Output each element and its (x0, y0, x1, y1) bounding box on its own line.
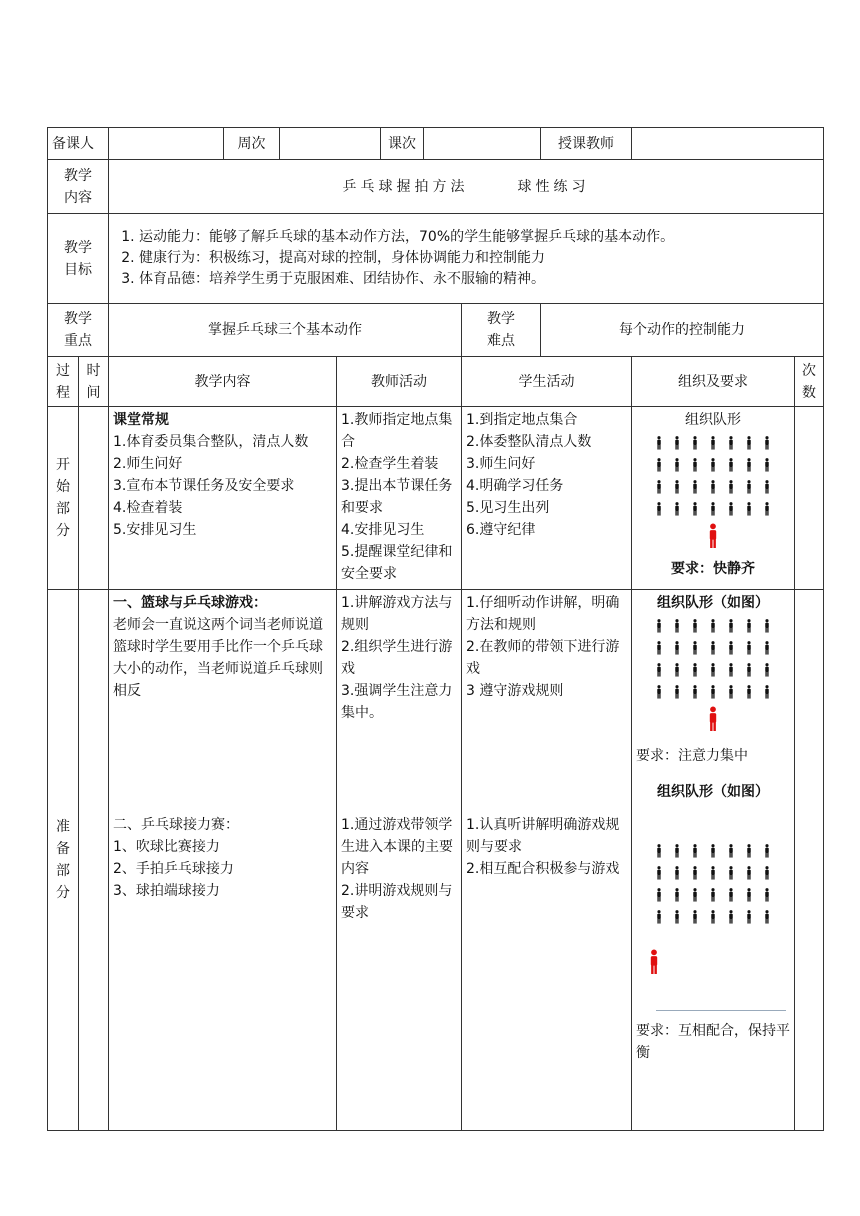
col-content: 教学内容 (109, 357, 337, 407)
teacher-figure-icon (646, 963, 662, 979)
teacher-figure (636, 706, 790, 739)
week-label: 周次 (224, 128, 280, 160)
start-section-row (48, 407, 824, 590)
student-figure-icon (723, 479, 739, 493)
goals-value (109, 214, 824, 304)
week-value (280, 128, 381, 160)
student-figure-icon (723, 457, 739, 471)
student-figure-icon (741, 684, 757, 698)
goal-item: 1. 运动能力：能够了解乒乓球的基本动作方法，70%的学生能够掌握乒乓球的基本动作。 (139, 227, 819, 248)
student-figure-icon (687, 662, 703, 676)
student-figure-icon (705, 457, 721, 471)
start-content-title: 课堂常规 (113, 412, 169, 428)
student-figure-icon (741, 865, 757, 879)
student-figure-icon (669, 640, 685, 654)
student-figure-icon (651, 662, 667, 676)
student-figure-icon (759, 662, 775, 676)
preparer-label: 备课人 (48, 128, 109, 160)
student-figure-icon (687, 684, 703, 698)
student-figure-icon (651, 684, 667, 698)
student-figure-icon (651, 435, 667, 449)
student-figure-icon (687, 909, 703, 923)
student-figure-icon (669, 865, 685, 879)
teacher-label: 授课教师 (541, 128, 632, 160)
student-figure-icon (759, 457, 775, 471)
student-figure-icon (759, 909, 775, 923)
key-label: 教学 重点 (48, 304, 109, 357)
student-figure-icon (669, 618, 685, 632)
goals-list (113, 227, 819, 290)
student-figure-icon (687, 618, 703, 632)
prep-org (632, 590, 795, 1131)
student-figure-icon (723, 843, 739, 857)
student-figure-icon (687, 640, 703, 654)
student-figure-icon (687, 435, 703, 449)
key-value: 掌握乒乓球三个基本动作 (109, 304, 462, 357)
column-header-row (48, 357, 824, 407)
student-figure-icon (759, 618, 775, 632)
col-teacher: 教师活动 (337, 357, 462, 407)
student-figure-icon (651, 640, 667, 654)
start-org-title: 组织队形 (685, 412, 741, 428)
student-figure-icon (723, 435, 739, 449)
lesson-plan-sheet (47, 127, 823, 1131)
prep-times (795, 590, 824, 1131)
org2-req: 要求：互相配合，保持平衡 (636, 1023, 790, 1061)
student-figure-icon (723, 684, 739, 698)
student-figure-icon (687, 501, 703, 515)
student-formation (636, 435, 790, 515)
lesson-value (424, 128, 541, 160)
preparer-value (109, 128, 224, 160)
start-org-req: 要求：快静齐 (671, 561, 755, 577)
key-row (48, 304, 824, 357)
student-figure-icon (759, 640, 775, 654)
col-student: 学生活动 (462, 357, 632, 407)
student-figure-icon (651, 843, 667, 857)
difficulty-value: 每个动作的控制能力 (541, 304, 824, 357)
student-figure-icon (759, 684, 775, 698)
difficulty-label: 教学 难点 (462, 304, 541, 357)
col-org: 组织及要求 (632, 357, 795, 407)
student-figure-icon (705, 684, 721, 698)
student-figure-icon (723, 887, 739, 901)
student-figure-icon (669, 435, 685, 449)
col-time: 时 间 (79, 357, 109, 407)
prep-time (79, 590, 109, 1131)
start-content: 课堂常规 1.体育委员集合整队，清点人数 2.师生问好 3.宣布本节课任务及安全要求 4.检查着装 5.安排见习生 (109, 407, 337, 590)
org1-title: 组织队形（如图） (657, 595, 769, 611)
student-figure-icon (723, 865, 739, 879)
student-figure-icon (759, 887, 775, 901)
student-figure-icon (723, 501, 739, 515)
student-figure-icon (741, 479, 757, 493)
org2-title: 组织队形（如图） (657, 784, 769, 800)
student-figure-icon (687, 479, 703, 493)
topic-2: 球性练习 (517, 178, 590, 195)
student-figure-icon (741, 457, 757, 471)
student-figure-icon (705, 887, 721, 901)
start-label: 开 始 部 分 (48, 407, 79, 590)
student-figure-icon (705, 501, 721, 515)
student-figure-icon (669, 501, 685, 515)
game1-title: 一、篮球与乒乓球游戏： (113, 595, 267, 611)
student-figure-icon (651, 479, 667, 493)
student-figure-icon (651, 909, 667, 923)
student-figure-icon (669, 909, 685, 923)
start-student: 1.到指定地点集合 2.体委整队清点人数 3.师生问好 4.明确学习任务 5.见习生出列 6.遵守纪律 (462, 407, 632, 590)
student-figure-icon (669, 457, 685, 471)
student-figure-icon (741, 501, 757, 515)
prep-student: 1.仔细听动作讲解，明确方法和规则 2.在教师的带领下进行游戏 3 遵守游戏规则 1.认真听讲解明确游戏规则与要求 2.相互配合积极参与游戏 (462, 590, 632, 1131)
student-figure-icon (705, 435, 721, 449)
start-time (79, 407, 109, 590)
student-figure-icon (705, 865, 721, 879)
student-figure-icon (741, 662, 757, 676)
start-org (632, 407, 795, 590)
student-figure-icon (651, 865, 667, 879)
teacher-figure (636, 949, 790, 982)
teacher-value (632, 128, 824, 160)
goal-item: 3. 体育品德：培养学生勇于克服困难、团结协作、永不服输的精神。 (139, 269, 819, 290)
teacher-figure (636, 523, 790, 556)
student-figure-icon (687, 457, 703, 471)
student-figure-icon (669, 662, 685, 676)
col-times: 次 数 (795, 357, 824, 407)
student-figure-icon (705, 843, 721, 857)
student-figure-icon (705, 909, 721, 923)
content-row (48, 160, 824, 214)
topic-1: 乒乓球握拍方法 (342, 178, 469, 195)
lesson-label: 课次 (381, 128, 424, 160)
content-value (109, 160, 824, 214)
student-figure-icon (723, 662, 739, 676)
student-figure-icon (687, 887, 703, 901)
student-figure-icon (723, 618, 739, 632)
student-figure-icon (741, 435, 757, 449)
teacher-figure-icon (705, 720, 721, 736)
student-figure-icon (723, 640, 739, 654)
student-formation (636, 618, 790, 698)
col-process: 过 程 (48, 357, 79, 407)
student-figure-icon (687, 843, 703, 857)
student-figure-icon (759, 435, 775, 449)
student-figure-icon (705, 618, 721, 632)
student-figure-icon (705, 479, 721, 493)
student-figure-icon (669, 479, 685, 493)
header-row (48, 128, 824, 160)
content-label: 教学 内容 (48, 160, 109, 214)
student-figure-icon (741, 618, 757, 632)
goals-row (48, 214, 824, 304)
student-figure-icon (651, 501, 667, 515)
student-figure-icon (669, 887, 685, 901)
student-figure-icon (651, 618, 667, 632)
student-figure-icon (759, 865, 775, 879)
start-times (795, 407, 824, 590)
student-figure-icon (741, 640, 757, 654)
prep-section-row (48, 590, 824, 1131)
student-figure-icon (687, 865, 703, 879)
student-figure-icon (651, 887, 667, 901)
start-teacher: 1.教师指定地点集合 2.检查学生着装 3.提出本节课任务和要求 4.安排见习生 5.提醒课堂纪律和安全要求 (337, 407, 462, 590)
prep-label: 准 备 部 分 (48, 590, 79, 1131)
goal-item: 2. 健康行为：积极练习，提高对球的控制，身体协调能力和控制能力 (139, 248, 819, 269)
student-figure-icon (759, 843, 775, 857)
student-figure-icon (741, 887, 757, 901)
student-formation (636, 843, 790, 923)
teacher-figure-icon (705, 537, 721, 553)
prep-content: 一、篮球与乒乓球游戏： 老师会一直说这两个词当老师说道篮球时学生要用手比作一个乒乓球大小的动作，当老师说道乒乓球则相反 二、乒乓球接力赛： 1、吹球比赛接力 2、手拍乒乓球接力 3、球拍端球接力 (109, 590, 337, 1131)
student-figure-icon (651, 457, 667, 471)
student-figure-icon (741, 843, 757, 857)
lesson-plan-table (47, 127, 824, 1131)
student-figure-icon (705, 662, 721, 676)
game1-desc: 老师会一直说这两个词当老师说道篮球时学生要用手比作一个乒乓球大小的动作，当老师说道乒乓球则相反 (113, 617, 323, 699)
student-figure-icon (759, 501, 775, 515)
goals-label: 教学 目标 (48, 214, 109, 304)
student-figure-icon (759, 479, 775, 493)
student-figure-icon (723, 909, 739, 923)
student-figure-icon (669, 684, 685, 698)
prep-teacher: 1.讲解游戏方法与规则 2.组织学生进行游戏 3.强调学生注意力集中。 1.通过游戏带领学生进入本课的主要内容 2.讲明游戏规则与要求 (337, 590, 462, 1131)
org1-req: 要求：注意力集中 (636, 748, 748, 764)
student-figure-icon (741, 909, 757, 923)
student-figure-icon (669, 843, 685, 857)
game2-title: 二、乒乓球接力赛： (113, 817, 239, 833)
student-figure-icon (705, 640, 721, 654)
